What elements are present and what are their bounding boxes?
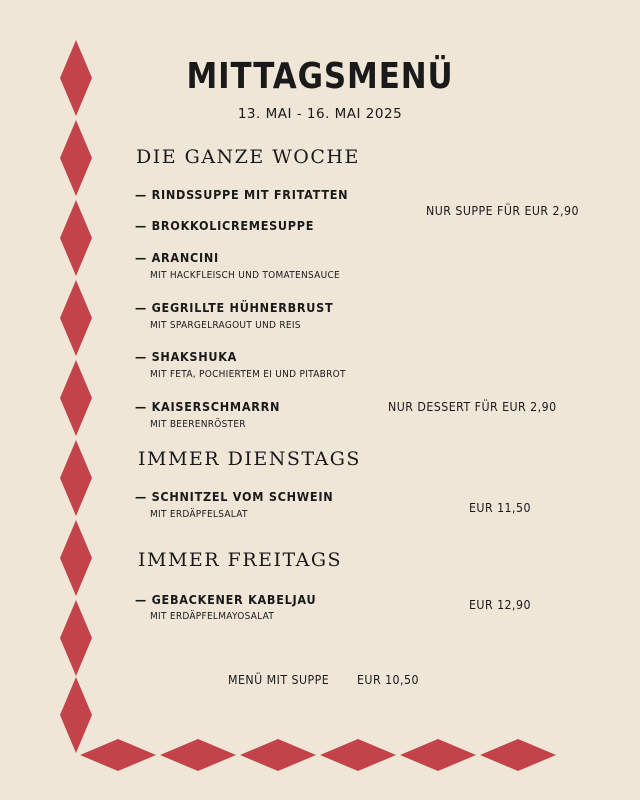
menu-item-name: — ARANCINI bbox=[135, 250, 219, 265]
border-diamond bbox=[60, 120, 92, 196]
dessert-price: NUR DESSERT FÜR EUR 2,90 bbox=[388, 400, 557, 414]
menu-item-desc: MIT HACKFLEISCH UND TOMATENSAUCE bbox=[150, 270, 340, 281]
soup-price: NUR SUPPE FÜR EUR 2,90 bbox=[426, 204, 579, 218]
menu-item-name: — SHAKSHUKA bbox=[135, 349, 238, 364]
menu-item-name: — GEGRILLTE HÜHNERBRUST bbox=[135, 300, 334, 315]
menu-item-desc: MIT SPARGELRAGOUT UND REIS bbox=[150, 320, 301, 331]
border-diamond bbox=[60, 520, 92, 596]
menu-item-desc: MIT BEERENRÖSTER bbox=[150, 419, 246, 430]
tuesday-price: EUR 11,50 bbox=[469, 501, 531, 515]
border-diamond bbox=[60, 360, 92, 436]
menu-item-name: — GEBACKENER KABELJAU bbox=[135, 592, 317, 607]
menu-with-soup-price: EUR 10,50 bbox=[357, 673, 419, 687]
section-title-tuesday: IMMER DIENSTAGS bbox=[138, 448, 361, 470]
border-diamond bbox=[480, 739, 556, 771]
border-diamond bbox=[240, 739, 316, 771]
friday-price: EUR 12,90 bbox=[469, 598, 531, 612]
menu-item-name: — SCHNITZEL VOM SCHWEIN bbox=[135, 489, 334, 504]
border-diamond bbox=[60, 600, 92, 676]
date-range: 13. MAI - 16. MAI 2025 bbox=[237, 106, 403, 122]
menu-item-desc: MIT ERDÄPFELSALAT bbox=[150, 509, 248, 520]
border-diamond bbox=[60, 200, 92, 276]
menu-item-name: — BROKKOLICREMESUPPE bbox=[135, 218, 315, 233]
menu-item-name: — KAISERSCHMARRN bbox=[135, 399, 281, 414]
menu-item-name: — RINDSSUPPE MIT FRITATTEN bbox=[135, 187, 349, 202]
section-title-week: DIE GANZE WOCHE bbox=[136, 146, 360, 168]
menu-with-soup-label: MENÜ MIT SUPPE bbox=[228, 673, 330, 687]
section-title-friday: IMMER FREITAGS bbox=[138, 549, 343, 571]
border-diamond bbox=[60, 280, 92, 356]
border-diamond bbox=[80, 739, 156, 771]
menu-item-desc: MIT FETA, POCHIERTEM EI UND PITABROT bbox=[150, 369, 346, 380]
border-diamond bbox=[60, 677, 92, 753]
border-diamond bbox=[160, 739, 236, 771]
menu-item-desc: MIT ERDÄPFELMAYOSALAT bbox=[150, 611, 275, 622]
border-diamond bbox=[60, 440, 92, 516]
page-title: MITTAGSMENÜ bbox=[186, 56, 454, 97]
border-diamond bbox=[400, 739, 476, 771]
border-diamond bbox=[320, 739, 396, 771]
